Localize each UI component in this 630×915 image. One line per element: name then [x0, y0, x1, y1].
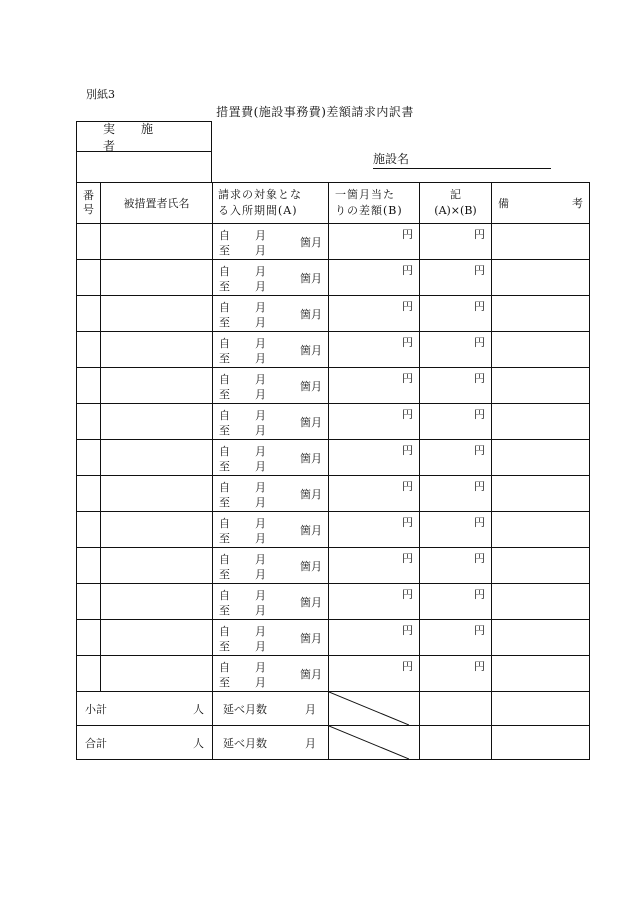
table-row	[77, 476, 590, 512]
yen-unit: 円	[402, 660, 413, 673]
facility-name-field[interactable]	[373, 150, 551, 169]
header-row	[77, 183, 590, 224]
to-label: 至	[219, 424, 230, 437]
from-label: 自	[219, 553, 230, 566]
monthly-diff-cell[interactable]	[329, 440, 420, 476]
table-row	[77, 440, 590, 476]
name-cell[interactable]	[101, 620, 213, 656]
period-cell[interactable]	[213, 620, 329, 656]
calc-cell[interactable]	[420, 224, 492, 260]
period-cell[interactable]	[213, 476, 329, 512]
from-month-label: 月	[255, 589, 266, 602]
calc-cell[interactable]	[420, 440, 492, 476]
header-diff-line2: りの差額(B)	[335, 204, 403, 217]
monthly-diff-cell[interactable]	[329, 368, 420, 404]
to-label: 至	[219, 640, 230, 653]
from-month-label: 月	[255, 337, 266, 350]
yen-unit: 円	[402, 516, 413, 529]
header-calc-line2: (A)×(B)	[434, 204, 477, 217]
to-label: 至	[219, 352, 230, 365]
period-cell[interactable]	[213, 548, 329, 584]
remarks-cell[interactable]	[492, 368, 590, 404]
table-row	[77, 584, 590, 620]
summary-label: 合計	[85, 737, 107, 750]
person-unit: 人	[193, 703, 204, 716]
header-remarks-a: 備	[498, 197, 509, 210]
months-count-label: 箇月	[300, 560, 322, 573]
period-cell[interactable]	[213, 584, 329, 620]
yen-unit: 円	[474, 552, 485, 565]
yen-unit: 円	[474, 228, 485, 241]
from-month-label: 月	[255, 409, 266, 422]
to-month-label: 月	[255, 676, 266, 689]
from-label: 自	[219, 445, 230, 458]
number-cell[interactable]	[77, 332, 101, 368]
from-label: 自	[219, 589, 230, 602]
to-label: 至	[219, 460, 230, 473]
summary-label-cell[interactable]	[77, 692, 213, 726]
from-label: 自	[219, 265, 230, 278]
name-cell[interactable]	[101, 368, 213, 404]
yen-unit: 円	[474, 264, 485, 277]
table-row	[77, 224, 590, 260]
header-diff-line1: 一箇月当た	[335, 188, 395, 201]
number-cell[interactable]	[77, 368, 101, 404]
months-count-label: 箇月	[300, 236, 322, 249]
name-cell[interactable]	[101, 476, 213, 512]
months-count-label: 箇月	[300, 344, 322, 357]
to-month-label: 月	[255, 244, 266, 257]
header-number	[77, 183, 101, 224]
remarks-cell[interactable]	[492, 620, 590, 656]
to-month-label: 月	[255, 460, 266, 473]
remarks-cell[interactable]	[492, 512, 590, 548]
total-months-label: 延べ月数	[223, 703, 267, 716]
from-label: 自	[219, 301, 230, 314]
monthly-diff-cell[interactable]	[329, 656, 420, 692]
monthly-diff-cell[interactable]	[329, 296, 420, 332]
yen-unit: 円	[474, 480, 485, 493]
diagonal-line	[329, 726, 409, 759]
calc-cell[interactable]	[420, 512, 492, 548]
remarks-cell[interactable]	[492, 584, 590, 620]
from-month-label: 月	[255, 517, 266, 530]
months-count-label: 箇月	[300, 668, 322, 681]
calc-cell[interactable]	[420, 332, 492, 368]
calc-cell[interactable]	[420, 620, 492, 656]
yen-unit: 円	[402, 588, 413, 601]
from-month-label: 月	[255, 445, 266, 458]
name-cell[interactable]	[101, 548, 213, 584]
header-monthly-diff	[329, 183, 420, 224]
person-unit: 人	[193, 737, 204, 750]
number-cell[interactable]	[77, 440, 101, 476]
number-cell[interactable]	[77, 656, 101, 692]
period-cell[interactable]	[213, 440, 329, 476]
month-unit: 月	[305, 703, 316, 716]
monthly-diff-cell[interactable]	[329, 404, 420, 440]
yen-unit: 円	[402, 300, 413, 313]
total-months-cell[interactable]	[213, 692, 329, 726]
table-row	[77, 404, 590, 440]
yen-unit: 円	[402, 264, 413, 277]
yen-unit: 円	[402, 480, 413, 493]
name-cell[interactable]	[101, 512, 213, 548]
yen-unit: 円	[402, 372, 413, 385]
implementer-label: 実施者	[77, 122, 211, 152]
to-month-label: 月	[255, 316, 266, 329]
months-count-label: 箇月	[300, 308, 322, 321]
total-months-label: 延べ月数	[223, 737, 267, 750]
yen-unit: 円	[474, 300, 485, 313]
summary-remarks-cell[interactable]	[492, 726, 590, 760]
monthly-diff-cell[interactable]	[329, 512, 420, 548]
summary-row	[77, 726, 590, 760]
to-label: 至	[219, 604, 230, 617]
implementer-value-field[interactable]	[77, 152, 211, 182]
number-cell[interactable]	[77, 260, 101, 296]
period-cell[interactable]	[213, 368, 329, 404]
implementer-box	[76, 121, 212, 182]
to-label: 至	[219, 388, 230, 401]
name-cell[interactable]	[101, 260, 213, 296]
from-month-label: 月	[255, 229, 266, 242]
header-number-line2: 号	[83, 203, 94, 216]
number-cell[interactable]	[77, 404, 101, 440]
diagonal-cell	[329, 726, 420, 760]
remarks-cell[interactable]	[492, 476, 590, 512]
period-cell[interactable]	[213, 296, 329, 332]
header-calc	[420, 183, 492, 224]
to-month-label: 月	[255, 532, 266, 545]
to-label: 至	[219, 532, 230, 545]
period-cell[interactable]	[213, 260, 329, 296]
header-number-line1: 番	[83, 189, 94, 202]
number-cell[interactable]	[77, 224, 101, 260]
header-calc-line1: 記	[450, 188, 461, 201]
to-month-label: 月	[255, 424, 266, 437]
monthly-diff-cell[interactable]	[329, 224, 420, 260]
to-label: 至	[219, 496, 230, 509]
monthly-diff-cell[interactable]	[329, 260, 420, 296]
table-row	[77, 548, 590, 584]
from-label: 自	[219, 409, 230, 422]
yen-unit: 円	[474, 444, 485, 457]
number-cell[interactable]	[77, 620, 101, 656]
facility-label: 施設名	[373, 152, 410, 166]
period-cell[interactable]	[213, 404, 329, 440]
from-month-label: 月	[255, 625, 266, 638]
yen-unit: 円	[474, 336, 485, 349]
from-month-label: 月	[255, 661, 266, 674]
period-cell[interactable]	[213, 332, 329, 368]
header-period-line1: 請求の対象とな	[218, 188, 302, 201]
calc-cell[interactable]	[420, 584, 492, 620]
remarks-cell[interactable]	[492, 548, 590, 584]
name-cell[interactable]	[101, 440, 213, 476]
months-count-label: 箇月	[300, 272, 322, 285]
months-count-label: 箇月	[300, 632, 322, 645]
yen-unit: 円	[474, 588, 485, 601]
annex-label: 別紙3	[86, 88, 115, 101]
table-row	[77, 512, 590, 548]
yen-unit: 円	[402, 336, 413, 349]
remarks-cell[interactable]	[492, 224, 590, 260]
to-label: 至	[219, 244, 230, 257]
remarks-cell[interactable]	[492, 404, 590, 440]
calc-cell[interactable]	[420, 368, 492, 404]
yen-unit: 円	[474, 516, 485, 529]
monthly-diff-cell[interactable]	[329, 620, 420, 656]
months-count-label: 箇月	[300, 416, 322, 429]
name-cell[interactable]	[101, 224, 213, 260]
calc-cell[interactable]	[420, 404, 492, 440]
from-month-label: 月	[255, 265, 266, 278]
from-month-label: 月	[255, 481, 266, 494]
table-row	[77, 656, 590, 692]
header-remarks-b: 考	[572, 197, 583, 210]
to-month-label: 月	[255, 604, 266, 617]
yen-unit: 円	[474, 624, 485, 637]
to-label: 至	[219, 676, 230, 689]
document-title: 措置費(施設事務費)差額請求内訳書	[216, 105, 414, 119]
yen-unit: 円	[402, 552, 413, 565]
period-cell[interactable]	[213, 512, 329, 548]
table-row	[77, 260, 590, 296]
remarks-cell[interactable]	[492, 296, 590, 332]
months-count-label: 箇月	[300, 452, 322, 465]
calc-cell[interactable]	[420, 296, 492, 332]
calc-cell[interactable]	[420, 656, 492, 692]
diagonal-line	[329, 692, 409, 725]
table-row	[77, 332, 590, 368]
remarks-cell[interactable]	[492, 260, 590, 296]
table-row	[77, 296, 590, 332]
months-count-label: 箇月	[300, 524, 322, 537]
from-label: 自	[219, 625, 230, 638]
to-month-label: 月	[255, 568, 266, 581]
number-cell[interactable]	[77, 512, 101, 548]
summary-remarks-cell[interactable]	[492, 692, 590, 726]
summary-calc-cell[interactable]	[420, 726, 492, 760]
calc-cell[interactable]	[420, 476, 492, 512]
summary-row	[77, 692, 590, 726]
to-label: 至	[219, 316, 230, 329]
yen-unit: 円	[474, 660, 485, 673]
months-count-label: 箇月	[300, 488, 322, 501]
number-cell[interactable]	[77, 296, 101, 332]
name-cell[interactable]	[101, 404, 213, 440]
from-month-label: 月	[255, 301, 266, 314]
remarks-cell[interactable]	[492, 656, 590, 692]
number-cell[interactable]	[77, 548, 101, 584]
to-month-label: 月	[255, 352, 266, 365]
from-label: 自	[219, 517, 230, 530]
remarks-cell[interactable]	[492, 332, 590, 368]
number-cell[interactable]	[77, 584, 101, 620]
to-month-label: 月	[255, 496, 266, 509]
yen-unit: 円	[402, 444, 413, 457]
from-month-label: 月	[255, 373, 266, 386]
from-month-label: 月	[255, 553, 266, 566]
header-period	[213, 183, 329, 224]
to-month-label: 月	[255, 388, 266, 401]
from-label: 自	[219, 373, 230, 386]
month-unit: 月	[305, 737, 316, 750]
monthly-diff-cell[interactable]	[329, 476, 420, 512]
period-cell[interactable]	[213, 656, 329, 692]
diagonal-cell	[329, 692, 420, 726]
remarks-cell[interactable]	[492, 440, 590, 476]
from-label: 自	[219, 481, 230, 494]
yen-unit: 円	[402, 624, 413, 637]
to-label: 至	[219, 568, 230, 581]
from-label: 自	[219, 661, 230, 674]
from-label: 自	[219, 337, 230, 350]
months-count-label: 箇月	[300, 380, 322, 393]
summary-label-cell[interactable]	[77, 726, 213, 760]
months-count-label: 箇月	[300, 596, 322, 609]
yen-unit: 円	[474, 408, 485, 421]
header-name: 被措置者氏名	[101, 183, 213, 224]
name-cell[interactable]	[101, 332, 213, 368]
name-cell[interactable]	[101, 584, 213, 620]
yen-unit: 円	[402, 228, 413, 241]
to-month-label: 月	[255, 640, 266, 653]
header-remarks	[492, 183, 590, 224]
name-cell[interactable]	[101, 656, 213, 692]
to-month-label: 月	[255, 280, 266, 293]
summary-label: 小計	[85, 703, 107, 716]
yen-unit: 円	[474, 372, 485, 385]
summary-calc-cell[interactable]	[420, 692, 492, 726]
monthly-diff-cell[interactable]	[329, 332, 420, 368]
breakdown-table	[76, 182, 590, 760]
monthly-diff-cell[interactable]	[329, 548, 420, 584]
header-period-line2: る入所期間(A)	[218, 204, 298, 217]
calc-cell[interactable]	[420, 260, 492, 296]
period-cell[interactable]	[213, 224, 329, 260]
table-row	[77, 368, 590, 404]
monthly-diff-cell[interactable]	[329, 584, 420, 620]
yen-unit: 円	[402, 408, 413, 421]
from-label: 自	[219, 229, 230, 242]
total-months-cell[interactable]	[213, 726, 329, 760]
calc-cell[interactable]	[420, 548, 492, 584]
to-label: 至	[219, 280, 230, 293]
table-row	[77, 620, 590, 656]
name-cell[interactable]	[101, 296, 213, 332]
number-cell[interactable]	[77, 476, 101, 512]
